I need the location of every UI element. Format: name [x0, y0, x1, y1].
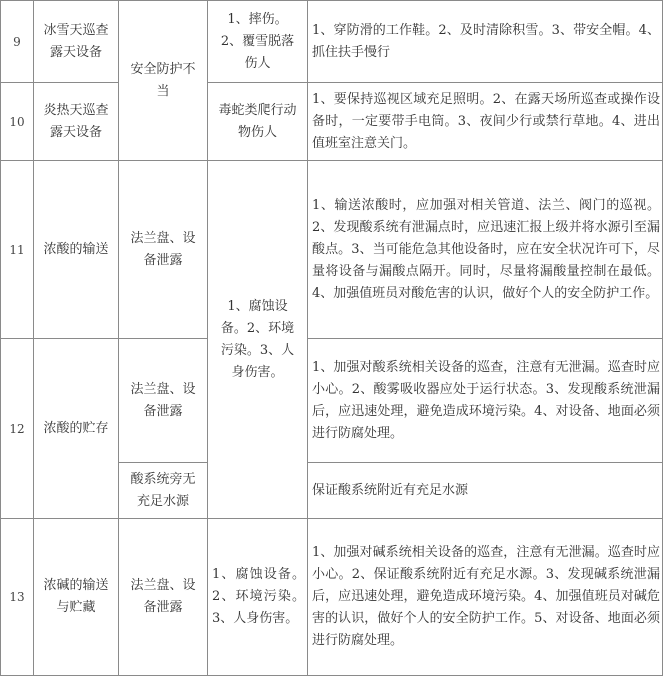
hazard-cell: 法兰盘、设备泄露: [130, 230, 196, 268]
row-number: 12: [9, 421, 25, 436]
row-number: 11: [9, 242, 25, 257]
inspection-location: 冰雪天巡查露天设备: [43, 22, 109, 60]
measures-cell: 1、要保持巡视区域充足照明。2、在露天场所巡查或操作设备时，一定要带手电筒。3、夜间少行或禁行草地。4、进出值班室注意关门。: [312, 91, 660, 151]
hazard-cell: 酸系统旁无充足水源: [130, 471, 196, 509]
inspection-location: 浓酸的贮存: [43, 420, 109, 436]
consequence-cell: 1、腐蚀设备。2、环境污染。3、人身伤害。: [212, 567, 305, 626]
hazard-cell: 法兰盘、设备泄露: [130, 381, 196, 419]
hazard-cell: 安全防护不当: [130, 61, 196, 99]
measures-cell: 保证酸系统附近有充足水源: [312, 482, 469, 498]
measures-cell: 1、加强对酸系统相关设备的巡查，注意有无泄漏。巡查时应小心。2、酸雾吸收器应处于运行状态。3、发现酸系统泄漏后，应迅速处理，避免造成环境污染。4、对设备、地面必须进行防腐处理。: [312, 359, 660, 441]
row-number: 9: [13, 34, 21, 49]
row-number: 13: [9, 590, 25, 604]
row-number: 10: [9, 114, 25, 129]
hazard-cell: 法兰盘、设备泄露: [130, 578, 196, 615]
measures-cell: 1、输送浓酸时，应加强对相关管道、法兰、阀门的巡视。2、发现酸系统有泄漏点时，应迅速汇报上级并将水源引至漏酸点。3、当可能危急其他设备时，应在安全状况许可下，尽量将设备与漏酸点隔开。同时，尽量将漏酸量控制在最低。4、加强值班员对酸危害的认识，做好个人的安全防护工作。: [312, 197, 660, 301]
consequence-cell: 1、摔伤。2、覆雪脱落伤人: [220, 11, 295, 71]
consequence-cell: 毒蛇类爬行动物伤人: [218, 102, 297, 140]
measures-cell: 1、穿防滑的工作鞋。2、及时清除积雪。3、带安全帽。4、抓住扶手慢行: [312, 22, 660, 60]
inspection-location: 浓酸的输送: [43, 241, 109, 257]
consequence-cell: 1、腐蚀设备。2、环境污染。3、人身伤害。: [220, 298, 295, 380]
measures-cell: 1、加强对碱系统相关设备的巡查，注意有无泄漏。巡查时应小心。2、保证酸系统附近有充足水源。3、发现碱系统泄漏后，应迅速处理，避免造成环境污染。4、加强值班员对碱危害的认识，做好个人的安全防护工作。5、对设备、地面必须进行防腐处理。: [312, 545, 660, 648]
inspection-location: 炎热天巡查露天设备: [43, 102, 109, 140]
inspection-location: 浓碱的输送与贮藏: [43, 578, 109, 615]
